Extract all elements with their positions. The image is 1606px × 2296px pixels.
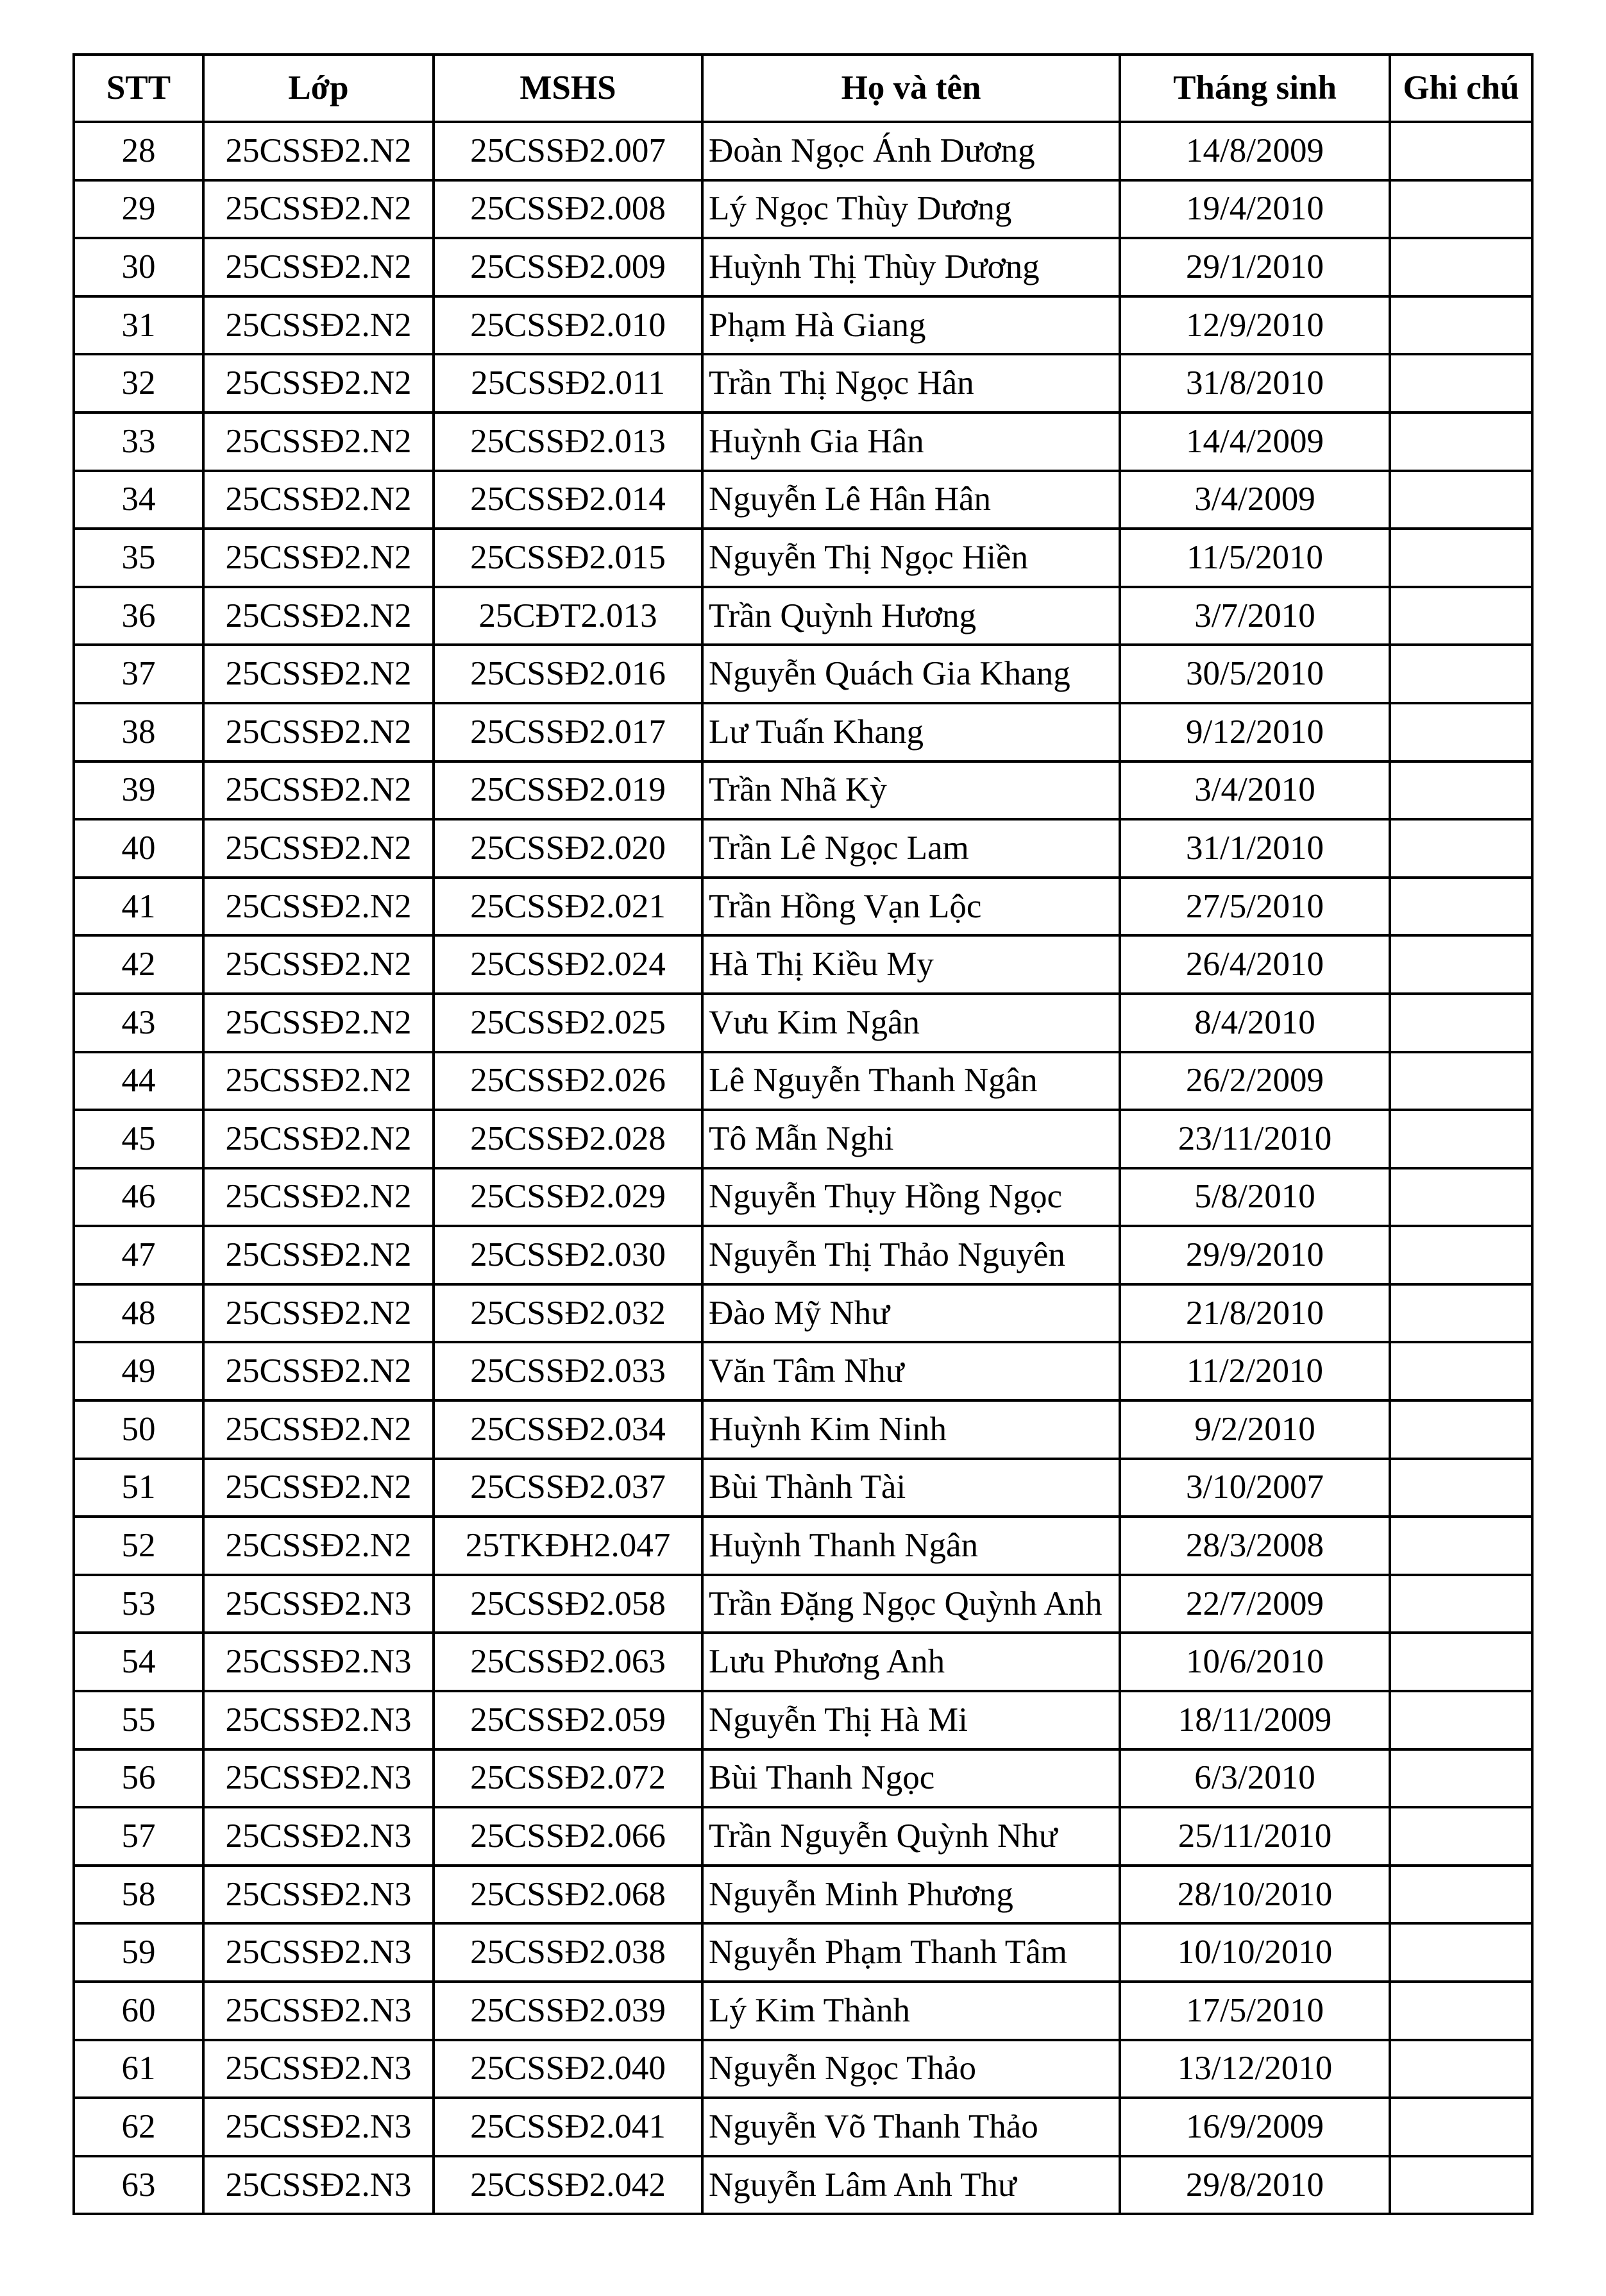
cell-birth-date: 31/8/2010 <box>1120 354 1390 412</box>
cell-birth-date: 16/9/2009 <box>1120 2098 1390 2156</box>
table-row <box>74 1342 1532 1400</box>
cell-full-name: Huỳnh Thị Thùy Dương <box>702 238 1120 296</box>
table-body <box>74 122 1532 2214</box>
cell-stt: 51 <box>74 1459 203 1517</box>
table-row <box>74 296 1532 355</box>
cell-stt: 28 <box>74 122 203 180</box>
cell-stt: 41 <box>74 878 203 936</box>
table-row <box>74 703 1532 761</box>
cell-stt: 46 <box>74 1168 203 1227</box>
cell-note <box>1390 645 1532 703</box>
cell-stt: 49 <box>74 1342 203 1400</box>
cell-note <box>1390 180 1532 239</box>
table-row <box>74 471 1532 529</box>
cell-stt: 60 <box>74 1982 203 2040</box>
cell-birth-date: 23/11/2010 <box>1120 1110 1390 1168</box>
cell-full-name: Văn Tâm Như <box>702 1342 1120 1400</box>
cell-full-name: Nguyễn Minh Phương <box>702 1866 1120 1924</box>
cell-student-id: 25CSSĐ2.017 <box>434 703 702 761</box>
cell-birth-date: 10/6/2010 <box>1120 1633 1390 1691</box>
cell-full-name: Nguyễn Thụy Hồng Ngọc <box>702 1168 1120 1227</box>
cell-student-id: 25CSSĐ2.011 <box>434 354 702 412</box>
cell-full-name: Trần Nguyễn Quỳnh Như <box>702 1807 1120 1866</box>
cell-class: 25CSSĐ2.N2 <box>203 238 434 296</box>
table-row <box>74 935 1532 994</box>
cell-student-id: 25CSSĐ2.007 <box>434 122 702 180</box>
table-row <box>74 1691 1532 1749</box>
cell-note <box>1390 354 1532 412</box>
cell-stt: 44 <box>74 1052 203 1110</box>
cell-note <box>1390 1807 1532 1866</box>
cell-full-name: Lý Kim Thành <box>702 1982 1120 2040</box>
cell-birth-date: 3/7/2010 <box>1120 587 1390 645</box>
cell-class: 25CSSĐ2.N2 <box>203 1517 434 1575</box>
cell-full-name: Bùi Thành Tài <box>702 1459 1120 1517</box>
cell-student-id: 25CSSĐ2.059 <box>434 1691 702 1749</box>
table-row <box>74 354 1532 412</box>
cell-full-name: Lư Tuấn Khang <box>702 703 1120 761</box>
cell-stt: 55 <box>74 1691 203 1749</box>
cell-stt: 63 <box>74 2156 203 2215</box>
cell-birth-date: 14/4/2009 <box>1120 412 1390 471</box>
cell-stt: 50 <box>74 1400 203 1459</box>
cell-full-name: Nguyễn Thị Hà Mi <box>702 1691 1120 1749</box>
cell-student-id: 25CSSĐ2.034 <box>434 1400 702 1459</box>
cell-class: 25CSSĐ2.N3 <box>203 1866 434 1924</box>
header-stt: STT <box>74 55 203 122</box>
cell-student-id: 25CSSĐ2.038 <box>434 1923 702 1982</box>
cell-student-id: 25CSSĐ2.030 <box>434 1226 702 1284</box>
student-roster-table <box>72 53 1534 2215</box>
cell-stt: 33 <box>74 412 203 471</box>
cell-birth-date: 3/10/2007 <box>1120 1459 1390 1517</box>
cell-birth-date: 28/10/2010 <box>1120 1866 1390 1924</box>
table-row <box>74 122 1532 180</box>
cell-note <box>1390 1110 1532 1168</box>
cell-stt: 38 <box>74 703 203 761</box>
cell-stt: 31 <box>74 296 203 355</box>
cell-birth-date: 11/5/2010 <box>1120 529 1390 587</box>
cell-class: 25CSSĐ2.N3 <box>203 1691 434 1749</box>
table-row <box>74 1168 1532 1227</box>
table-row <box>74 1110 1532 1168</box>
cell-birth-date: 29/1/2010 <box>1120 238 1390 296</box>
cell-note <box>1390 238 1532 296</box>
cell-stt: 59 <box>74 1923 203 1982</box>
cell-birth-date: 29/8/2010 <box>1120 2156 1390 2215</box>
cell-note <box>1390 1575 1532 1633</box>
cell-birth-date: 17/5/2010 <box>1120 1982 1390 2040</box>
table-row <box>74 1749 1532 1808</box>
cell-birth-date: 30/5/2010 <box>1120 645 1390 703</box>
cell-stt: 57 <box>74 1807 203 1866</box>
cell-class: 25CSSĐ2.N2 <box>203 354 434 412</box>
cell-note <box>1390 1400 1532 1459</box>
table-row <box>74 1052 1532 1110</box>
cell-full-name: Nguyễn Phạm Thanh Tâm <box>702 1923 1120 1982</box>
table-row <box>74 1982 1532 2040</box>
cell-full-name: Vưu Kim Ngân <box>702 994 1120 1052</box>
cell-stt: 62 <box>74 2098 203 2156</box>
cell-full-name: Trần Nhã Kỳ <box>702 761 1120 820</box>
cell-note <box>1390 296 1532 355</box>
table-row <box>74 2156 1532 2215</box>
cell-stt: 58 <box>74 1866 203 1924</box>
header-birth-date: Tháng sinh <box>1120 55 1390 122</box>
cell-student-id: 25CSSĐ2.063 <box>434 1633 702 1691</box>
table-row <box>74 1459 1532 1517</box>
header-student-id: MSHS <box>434 55 702 122</box>
cell-student-id: 25TKĐH2.047 <box>434 1517 702 1575</box>
header-full-name: Họ và tên <box>702 55 1120 122</box>
table-row <box>74 878 1532 936</box>
cell-student-id: 25CSSĐ2.026 <box>434 1052 702 1110</box>
cell-note <box>1390 935 1532 994</box>
cell-class: 25CSSĐ2.N3 <box>203 2040 434 2098</box>
table-row <box>74 587 1532 645</box>
cell-student-id: 25CSSĐ2.016 <box>434 645 702 703</box>
cell-stt: 35 <box>74 529 203 587</box>
cell-stt: 34 <box>74 471 203 529</box>
cell-note <box>1390 412 1532 471</box>
cell-class: 25CSSĐ2.N3 <box>203 1982 434 2040</box>
cell-note <box>1390 878 1532 936</box>
cell-full-name: Trần Quỳnh Hương <box>702 587 1120 645</box>
table-row <box>74 238 1532 296</box>
cell-student-id: 25CSSĐ2.019 <box>434 761 702 820</box>
cell-full-name: Trần Hồng Vạn Lộc <box>702 878 1120 936</box>
cell-birth-date: 6/3/2010 <box>1120 1749 1390 1808</box>
cell-student-id: 25CSSĐ2.020 <box>434 819 702 878</box>
cell-class: 25CSSĐ2.N2 <box>203 587 434 645</box>
cell-note <box>1390 2098 1532 2156</box>
cell-student-id: 25CSSĐ2.015 <box>434 529 702 587</box>
cell-note <box>1390 2156 1532 2215</box>
cell-birth-date: 9/2/2010 <box>1120 1400 1390 1459</box>
cell-full-name: Nguyễn Lê Hân Hân <box>702 471 1120 529</box>
cell-student-id: 25CSSĐ2.014 <box>434 471 702 529</box>
cell-note <box>1390 994 1532 1052</box>
cell-birth-date: 12/9/2010 <box>1120 296 1390 355</box>
cell-class: 25CSSĐ2.N2 <box>203 180 434 239</box>
cell-birth-date: 22/7/2009 <box>1120 1575 1390 1633</box>
cell-full-name: Tô Mẫn Nghi <box>702 1110 1120 1168</box>
cell-stt: 36 <box>74 587 203 645</box>
cell-full-name: Lý Ngọc Thùy Dương <box>702 180 1120 239</box>
cell-class: 25CSSĐ2.N2 <box>203 703 434 761</box>
cell-full-name: Phạm Hà Giang <box>702 296 1120 355</box>
cell-birth-date: 31/1/2010 <box>1120 819 1390 878</box>
cell-class: 25CSSĐ2.N3 <box>203 1749 434 1808</box>
cell-stt: 54 <box>74 1633 203 1691</box>
cell-full-name: Nguyễn Võ Thanh Thảo <box>702 2098 1120 2156</box>
table-row <box>74 761 1532 820</box>
table-row <box>74 1866 1532 1924</box>
table-row <box>74 2040 1532 2098</box>
cell-note <box>1390 1226 1532 1284</box>
cell-stt: 30 <box>74 238 203 296</box>
cell-birth-date: 14/8/2009 <box>1120 122 1390 180</box>
cell-stt: 56 <box>74 1749 203 1808</box>
cell-birth-date: 8/4/2010 <box>1120 994 1390 1052</box>
cell-note <box>1390 1691 1532 1749</box>
cell-student-id: 25CSSĐ2.010 <box>434 296 702 355</box>
cell-student-id: 25CSSĐ2.040 <box>434 2040 702 2098</box>
table-row <box>74 1517 1532 1575</box>
table-row <box>74 1400 1532 1459</box>
cell-class: 25CSSĐ2.N2 <box>203 1459 434 1517</box>
cell-note <box>1390 122 1532 180</box>
cell-birth-date: 21/8/2010 <box>1120 1284 1390 1343</box>
cell-class: 25CSSĐ2.N2 <box>203 645 434 703</box>
cell-class: 25CSSĐ2.N2 <box>203 412 434 471</box>
cell-student-id: 25CSSĐ2.033 <box>434 1342 702 1400</box>
cell-stt: 32 <box>74 354 203 412</box>
cell-class: 25CSSĐ2.N2 <box>203 529 434 587</box>
cell-birth-date: 18/11/2009 <box>1120 1691 1390 1749</box>
cell-student-id: 25CSSĐ2.066 <box>434 1807 702 1866</box>
cell-birth-date: 28/3/2008 <box>1120 1517 1390 1575</box>
cell-class: 25CSSĐ2.N2 <box>203 1168 434 1227</box>
table-row <box>74 412 1532 471</box>
cell-student-id: 25CSSĐ2.041 <box>434 2098 702 2156</box>
cell-birth-date: 25/11/2010 <box>1120 1807 1390 1866</box>
cell-class: 25CSSĐ2.N2 <box>203 122 434 180</box>
cell-note <box>1390 1866 1532 1924</box>
cell-full-name: Lưu Phương Anh <box>702 1633 1120 1691</box>
table-row <box>74 1633 1532 1691</box>
cell-note <box>1390 1982 1532 2040</box>
cell-class: 25CSSĐ2.N3 <box>203 1633 434 1691</box>
cell-full-name: Đào Mỹ Như <box>702 1284 1120 1343</box>
cell-birth-date: 10/10/2010 <box>1120 1923 1390 1982</box>
cell-birth-date: 13/12/2010 <box>1120 2040 1390 2098</box>
cell-class: 25CSSĐ2.N2 <box>203 1284 434 1343</box>
table-row <box>74 819 1532 878</box>
cell-full-name: Nguyễn Thị Thảo Nguyên <box>702 1226 1120 1284</box>
cell-class: 25CSSĐ2.N2 <box>203 1342 434 1400</box>
cell-note <box>1390 761 1532 820</box>
cell-birth-date: 26/2/2009 <box>1120 1052 1390 1110</box>
cell-stt: 37 <box>74 645 203 703</box>
cell-student-id: 25CSSĐ2.072 <box>434 1749 702 1808</box>
cell-student-id: 25CSSĐ2.008 <box>434 180 702 239</box>
cell-note <box>1390 587 1532 645</box>
cell-birth-date: 5/8/2010 <box>1120 1168 1390 1227</box>
cell-full-name: Bùi Thanh Ngọc <box>702 1749 1120 1808</box>
cell-class: 25CSSĐ2.N3 <box>203 2098 434 2156</box>
table-row <box>74 1575 1532 1633</box>
cell-stt: 43 <box>74 994 203 1052</box>
cell-student-id: 25CSSĐ2.028 <box>434 1110 702 1168</box>
cell-student-id: 25CSSĐ2.024 <box>434 935 702 994</box>
cell-birth-date: 3/4/2009 <box>1120 471 1390 529</box>
cell-full-name: Lê Nguyễn Thanh Ngân <box>702 1052 1120 1110</box>
cell-class: 25CSSĐ2.N2 <box>203 1110 434 1168</box>
cell-stt: 53 <box>74 1575 203 1633</box>
cell-student-id: 25CSSĐ2.039 <box>434 1982 702 2040</box>
cell-note <box>1390 471 1532 529</box>
cell-class: 25CSSĐ2.N2 <box>203 819 434 878</box>
cell-class: 25CSSĐ2.N2 <box>203 471 434 529</box>
cell-note <box>1390 1749 1532 1808</box>
cell-stt: 47 <box>74 1226 203 1284</box>
cell-note <box>1390 1459 1532 1517</box>
cell-full-name: Trần Lê Ngọc Lam <box>702 819 1120 878</box>
table-row <box>74 2098 1532 2156</box>
table-row <box>74 180 1532 239</box>
cell-stt: 40 <box>74 819 203 878</box>
cell-student-id: 25CSSĐ2.032 <box>434 1284 702 1343</box>
cell-note <box>1390 1517 1532 1575</box>
cell-class: 25CSSĐ2.N2 <box>203 1226 434 1284</box>
cell-stt: 48 <box>74 1284 203 1343</box>
table-row <box>74 1923 1532 1982</box>
table-row <box>74 1226 1532 1284</box>
cell-class: 25CSSĐ2.N2 <box>203 761 434 820</box>
cell-stt: 29 <box>74 180 203 239</box>
cell-student-id: 25CSSĐ2.013 <box>434 412 702 471</box>
cell-student-id: 25CSSĐ2.021 <box>434 878 702 936</box>
cell-birth-date: 19/4/2010 <box>1120 180 1390 239</box>
cell-class: 25CSSĐ2.N2 <box>203 1400 434 1459</box>
cell-note <box>1390 529 1532 587</box>
cell-note <box>1390 1168 1532 1227</box>
cell-student-id: 25CSSĐ2.068 <box>434 1866 702 1924</box>
cell-note <box>1390 1923 1532 1982</box>
cell-class: 25CSSĐ2.N2 <box>203 935 434 994</box>
cell-full-name: Hà Thị Kiều My <box>702 935 1120 994</box>
cell-student-id: 25CĐT2.013 <box>434 587 702 645</box>
cell-student-id: 25CSSĐ2.029 <box>434 1168 702 1227</box>
cell-stt: 42 <box>74 935 203 994</box>
header-class: Lớp <box>203 55 434 122</box>
cell-full-name: Nguyễn Quách Gia Khang <box>702 645 1120 703</box>
cell-full-name: Nguyễn Lâm Anh Thư <box>702 2156 1120 2215</box>
header-row <box>74 55 1532 122</box>
cell-birth-date: 29/9/2010 <box>1120 1226 1390 1284</box>
cell-full-name: Huỳnh Kim Ninh <box>702 1400 1120 1459</box>
cell-stt: 52 <box>74 1517 203 1575</box>
cell-note <box>1390 1052 1532 1110</box>
table-row <box>74 994 1532 1052</box>
cell-student-id: 25CSSĐ2.042 <box>434 2156 702 2215</box>
cell-class: 25CSSĐ2.N3 <box>203 1923 434 1982</box>
header-note: Ghi chú <box>1390 55 1532 122</box>
cell-birth-date: 3/4/2010 <box>1120 761 1390 820</box>
cell-student-id: 25CSSĐ2.025 <box>434 994 702 1052</box>
cell-student-id: 25CSSĐ2.058 <box>434 1575 702 1633</box>
cell-stt: 61 <box>74 2040 203 2098</box>
cell-class: 25CSSĐ2.N2 <box>203 1052 434 1110</box>
cell-stt: 39 <box>74 761 203 820</box>
cell-student-id: 25CSSĐ2.037 <box>434 1459 702 1517</box>
cell-class: 25CSSĐ2.N2 <box>203 878 434 936</box>
cell-class: 25CSSĐ2.N3 <box>203 1807 434 1866</box>
cell-note <box>1390 1633 1532 1691</box>
cell-note <box>1390 703 1532 761</box>
cell-student-id: 25CSSĐ2.009 <box>434 238 702 296</box>
cell-class: 25CSSĐ2.N3 <box>203 1575 434 1633</box>
cell-full-name: Đoàn Ngọc Ánh Dương <box>702 122 1120 180</box>
table-row <box>74 1284 1532 1343</box>
cell-class: 25CSSĐ2.N2 <box>203 994 434 1052</box>
cell-note <box>1390 1342 1532 1400</box>
cell-full-name: Huỳnh Gia Hân <box>702 412 1120 471</box>
cell-full-name: Nguyễn Ngọc Thảo <box>702 2040 1120 2098</box>
cell-birth-date: 26/4/2010 <box>1120 935 1390 994</box>
cell-stt: 45 <box>74 1110 203 1168</box>
cell-note <box>1390 2040 1532 2098</box>
cell-full-name: Trần Đặng Ngọc Quỳnh Anh <box>702 1575 1120 1633</box>
cell-full-name: Huỳnh Thanh Ngân <box>702 1517 1120 1575</box>
table-row <box>74 529 1532 587</box>
cell-birth-date: 9/12/2010 <box>1120 703 1390 761</box>
cell-class: 25CSSĐ2.N3 <box>203 2156 434 2215</box>
cell-note <box>1390 819 1532 878</box>
cell-birth-date: 11/2/2010 <box>1120 1342 1390 1400</box>
table-row <box>74 1807 1532 1866</box>
cell-note <box>1390 1284 1532 1343</box>
cell-class: 25CSSĐ2.N2 <box>203 296 434 355</box>
cell-full-name: Nguyễn Thị Ngọc Hiền <box>702 529 1120 587</box>
cell-full-name: Trần Thị Ngọc Hân <box>702 354 1120 412</box>
cell-birth-date: 27/5/2010 <box>1120 878 1390 936</box>
table-row <box>74 645 1532 703</box>
